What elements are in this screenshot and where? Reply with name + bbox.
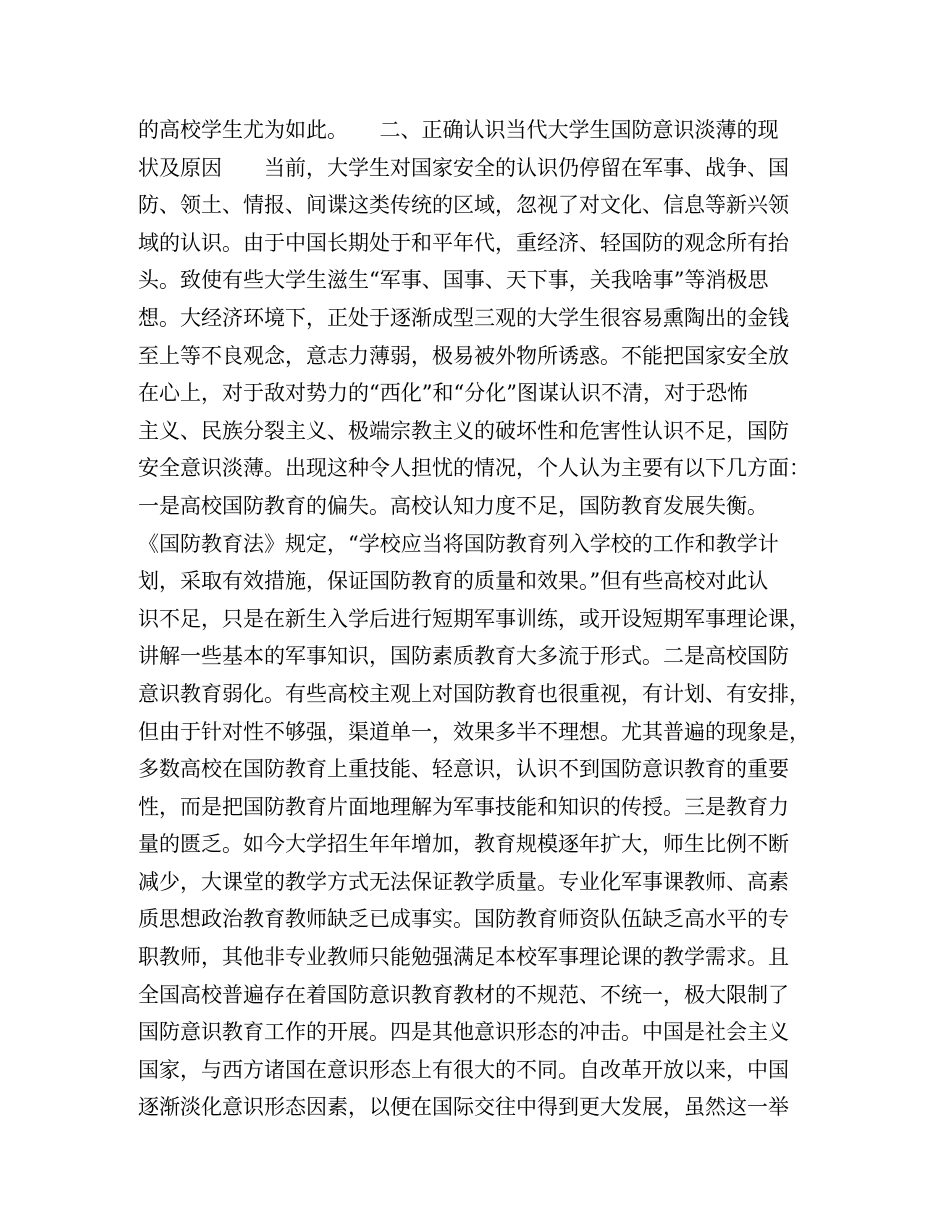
text-line: 在心上，对于敌对势力的“西化”和“分化”图谋认识不清，对于恐怖 — [138, 381, 748, 406]
text-line: 性，而是把国防教育片面地理解为军事技能和知识的传授。三是教育力 — [138, 794, 789, 819]
text-line: 状及原因 当前，大学生对国家安全的认识仍停留在军事、战争、国 — [138, 155, 789, 180]
text-line: 减少，大课堂的教学方式无法保证教学质量。专业化军事课教师、高素 — [138, 869, 789, 894]
text-line: 讲解一些基本的军事知识，国防素质教育大多流于形式。二是高校国防 — [138, 644, 789, 669]
text-line: 头。致使有些大学生滋生“军事、国事、天下事，关我啥事”等消极思 — [138, 268, 769, 293]
text-line: 的高校学生尤为如此。 二、正确认识当代大学生国防意识淡薄的现 — [138, 118, 779, 142]
text-line: 想。大经济环境下，正处于逐渐成型三观的大学生很容易熏陶出的金钱 — [138, 305, 789, 330]
text-line: 识不足，只是在新生入学后进行短期军事训练，或开设短期军事理论课， — [138, 606, 810, 631]
text-line: 防、领土、情报、间谍这类传统的区域，忽视了对文化、信息等新兴领 — [138, 193, 789, 218]
text-line: 一是高校国防教育的偏失。高校认知力度不足，国防教育发展失衡。 — [138, 493, 768, 518]
body-text — [138, 112, 828, 1127]
text-line: 多数高校在国防教育上重技能、轻意识，认识不到国防意识教育的重要 — [138, 757, 789, 782]
text-line: 但由于针对性不够强，渠道单一，效果多半不理想。尤其普遍的现象是， — [138, 719, 810, 744]
text-line: 质思想政治教育教师缺乏已成事实。国防教育师资队伍缺乏高水平的专 — [138, 907, 789, 932]
text-line: 国家，与西方诸国在意识形态上有很大的不同。自改革开放以来，中国 — [138, 1057, 789, 1082]
text-line: 职教师，其他非专业教师只能勉强满足本校军事理论课的教学需求。且 — [138, 945, 789, 970]
text-line: 主义、民族分裂主义、极端宗教主义的破坏性和危害性认识不足，国防 — [138, 418, 789, 443]
text-line: 划，采取有效措施，保证国防教育的质量和效果。”但有些高校对此认 — [138, 569, 769, 594]
text-line: 安全意识淡薄。出现这种令人担忧的情况，个人认为主要有以下几方面： — [138, 456, 810, 481]
text-line: 国防意识教育工作的开展。四是其他意识形态的冲击。中国是社会主义 — [138, 1020, 789, 1045]
text-line: 量的匮乏。如今大学招生年年增加，教育规模逐年扩大，师生比例不断 — [138, 832, 789, 857]
text-line: 至上等不良观念，意志力薄弱，极易被外物所诱惑。不能把国家安全放 — [138, 343, 789, 368]
text-line: 逐渐淡化意识形态因素，以便在国际交往中得到更大发展，虽然这一举 — [138, 1095, 789, 1120]
text-line: 域的认识。由于中国长期处于和平年代，重经济、轻国防的观念所有抬 — [138, 230, 789, 255]
text-line: 《国防教育法》规定，“学校应当将国防教育列入学校的工作和教学计 — [138, 531, 779, 556]
text-line: 全国高校普遍存在着国防意识教育教材的不规范、不统一，极大限制了 — [138, 982, 789, 1007]
text-line: 意识教育弱化。有些高校主观上对国防教育也很重视，有计划、有安排， — [138, 681, 810, 706]
